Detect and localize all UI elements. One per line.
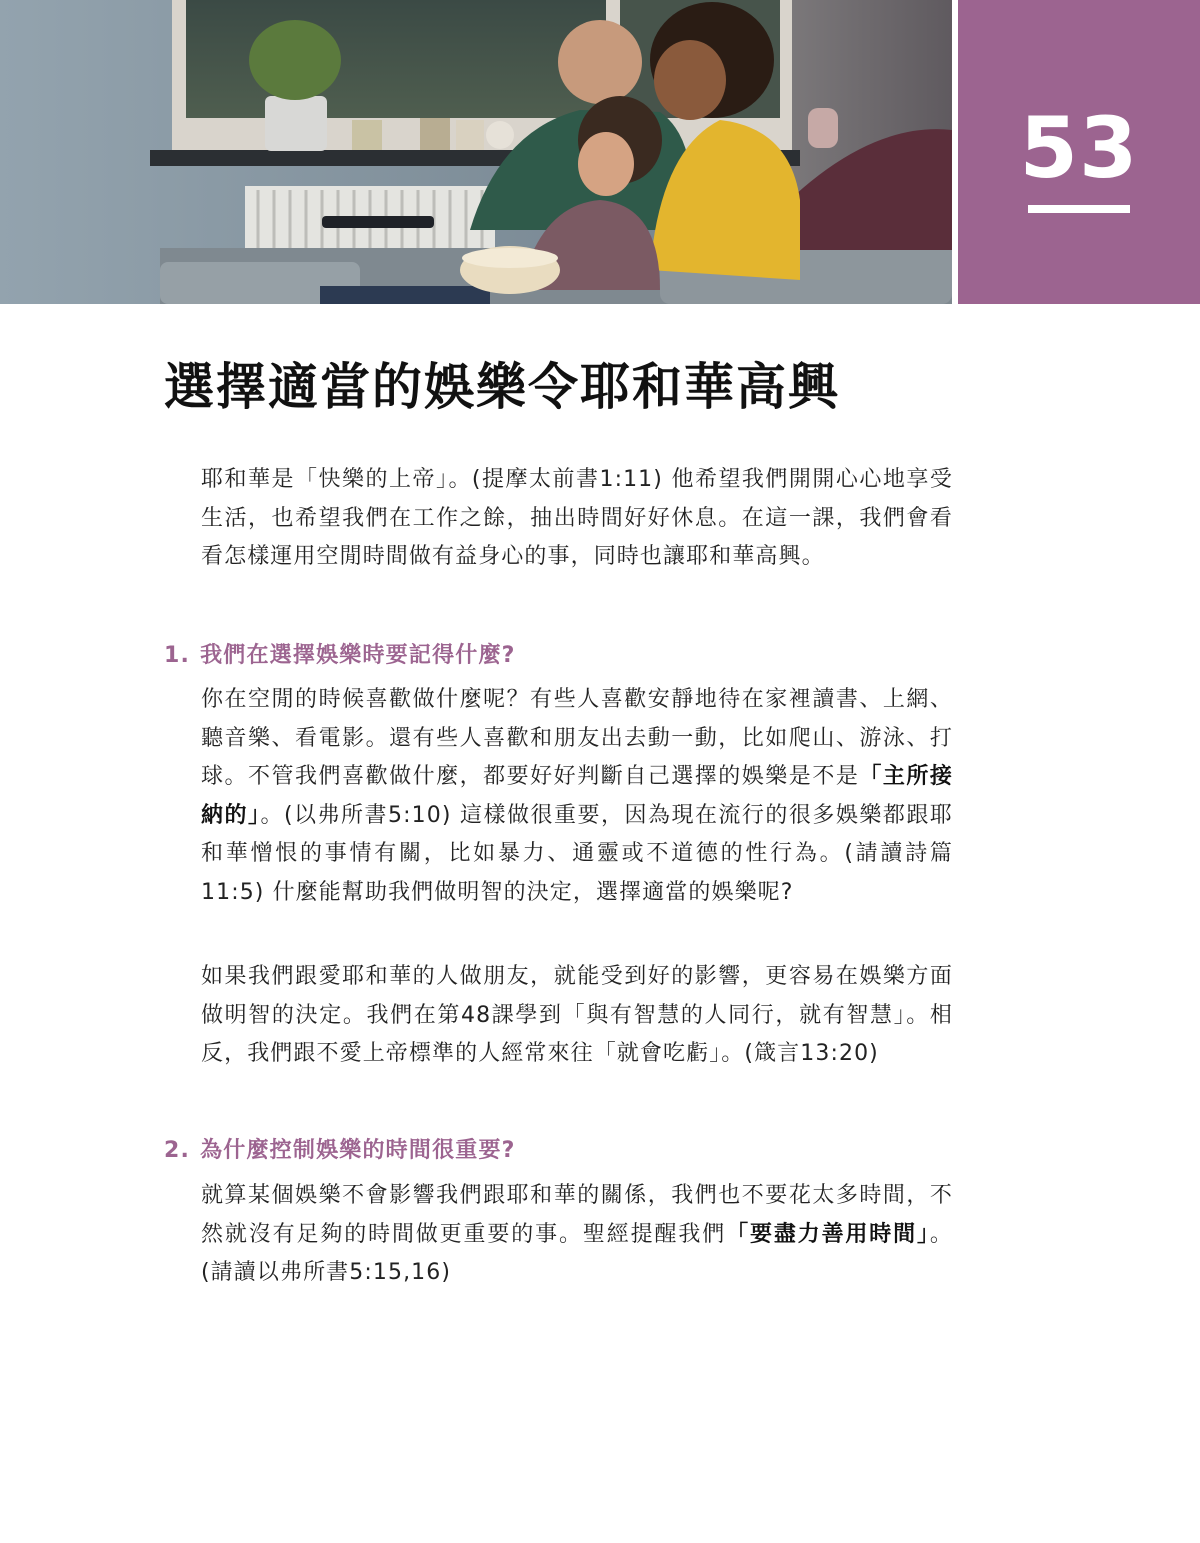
lesson-number-block	[958, 0, 1200, 304]
section-heading-2	[164, 1135, 516, 1167]
hero-photo	[0, 0, 952, 304]
section-question: 為什麼控制娛樂的時間很重要?	[200, 1138, 516, 1163]
section-question: 我們在選擇娛樂時要記得什麼?	[200, 643, 516, 668]
paragraph-text: 。(請讀以弗所書5:15,16)	[201, 1221, 954, 1285]
section-1-paragraph-2	[201, 958, 953, 1074]
paragraph-text: 。(以弗所書5:10) 這樣做很重要，因為現在流行的很多娛樂都跟耶和華憎恨的事情有關，比如暴力、通靈或不道德的性行為。(請讀詩篇11:5) 什麼能幫助我們做明智的決定，選擇適當的娛樂呢?	[201, 802, 953, 905]
intro-paragraph	[201, 461, 953, 577]
family-watching-tv-photo	[0, 0, 952, 304]
intro-text: 耶和華是「快樂的上帝」。(提摩太前書1:11) 他希望我們開開心心地享受生活，也希望我們在工作之餘，抽出時間好好休息。在這一課，我們會看看怎樣運用空閒時間做有益身心的事，同時也讓耶和華高興。	[201, 467, 953, 569]
section-2-paragraph-1	[201, 1177, 953, 1293]
section-number: 2.	[164, 1138, 191, 1163]
section-heading-1	[164, 640, 516, 672]
emphasis-text: 「要盡力善用時間」	[726, 1221, 930, 1247]
paragraph-text: 你在空閒的時候喜歡做什麼呢？有些人喜歡安靜地待在家裡讀書、上網、聽音樂、看電影。還有些人喜歡和朋友出去動一動，比如爬山、游泳、打球。不管我們喜歡做什麼，都要好好判斷自己選擇的娛樂是不是	[201, 687, 953, 789]
section-1-paragraph-1	[201, 681, 953, 912]
lesson-number: 53	[1019, 99, 1139, 197]
section-number: 1.	[164, 643, 191, 668]
paragraph-text: 如果我們跟愛耶和華的人做朋友，就能受到好的影響，更容易在娛樂方面做明智的決定。我們在第48課學到「與有智慧的人同行，就有智慧」。相反，我們跟不愛上帝標準的人經常來往「就會吃虧」。(箴言13:20)	[201, 964, 953, 1066]
page-title: 選擇適當的娛樂令耶和華高興	[164, 358, 840, 416]
emphasis-text: 「主所接納的」	[201, 764, 953, 828]
lesson-number-underline	[1028, 205, 1130, 213]
paragraph-text: 就算某個娛樂不會影響我們跟耶和華的關係，我們也不要花太多時間，不然就沒有足夠的時間做更重要的事。聖經提醒我們	[201, 1183, 953, 1247]
